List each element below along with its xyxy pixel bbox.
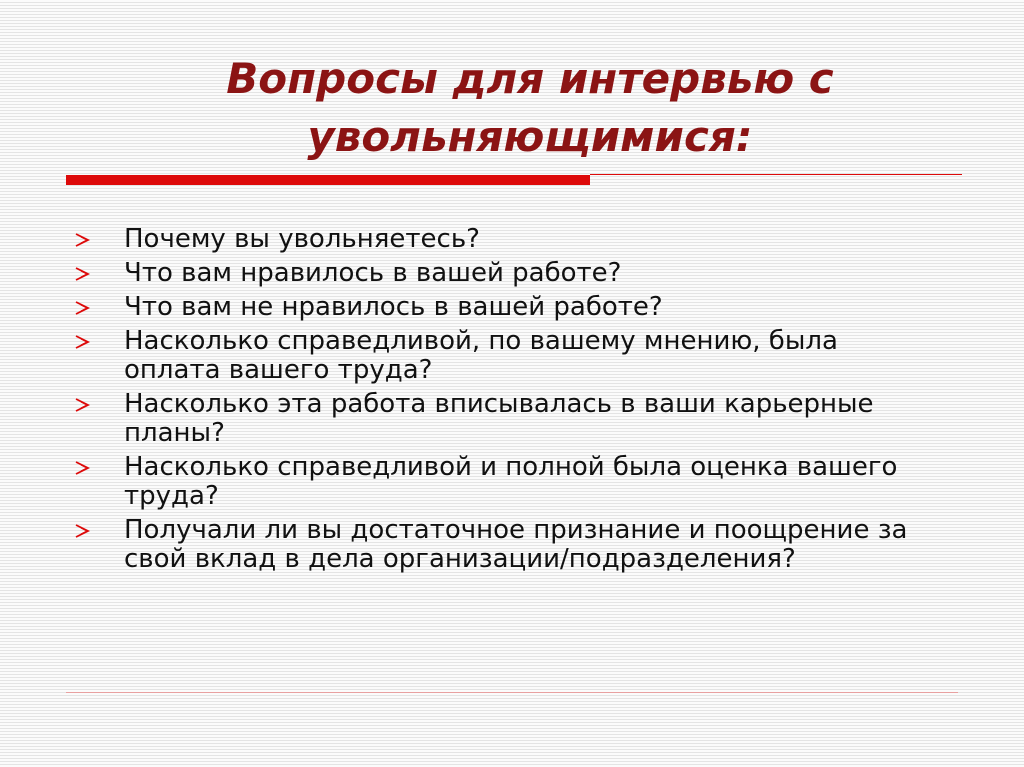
bullet-item [74, 225, 934, 254]
title-underline-thin [590, 174, 962, 175]
bullet-text: Получали ли вы достаточное признание и поощрение за свой вклад в дела организации/подразделения? [124, 515, 908, 574]
arrowhead-bullet-icon [74, 232, 92, 248]
title-underline-thick [66, 175, 590, 185]
bullet-text: Что вам не нравилось в вашей работе? [124, 292, 663, 322]
bullet-text: Насколько справедливой и полной была оценка вашего труда? [124, 452, 898, 511]
bullet-text: Почему вы увольняетесь? [124, 224, 480, 254]
footer-divider [66, 692, 958, 693]
bullet-text: Насколько справедливой, по вашему мнению, была оплата вашего труда? [124, 326, 838, 385]
bullet-text: Что вам нравилось в вашей работе? [124, 258, 622, 288]
arrowhead-bullet-icon [74, 334, 92, 350]
bullet-item [74, 453, 934, 511]
slide-title: Вопросы для интервью с увольняющимися: [226, 54, 834, 161]
bullet-item [74, 327, 934, 385]
arrowhead-bullet-icon [74, 266, 92, 282]
bullet-item [74, 259, 934, 288]
arrowhead-bullet-icon [74, 300, 92, 316]
arrowhead-bullet-icon [74, 397, 92, 413]
arrowhead-bullet-icon [74, 523, 92, 539]
bullet-item [74, 293, 934, 322]
bullet-text: Насколько эта работа вписывалась в ваши карьерные планы? [124, 389, 874, 448]
bullet-item [74, 516, 934, 574]
arrowhead-bullet-icon [74, 460, 92, 476]
bullet-item [74, 390, 934, 448]
bullet-list [74, 225, 934, 579]
